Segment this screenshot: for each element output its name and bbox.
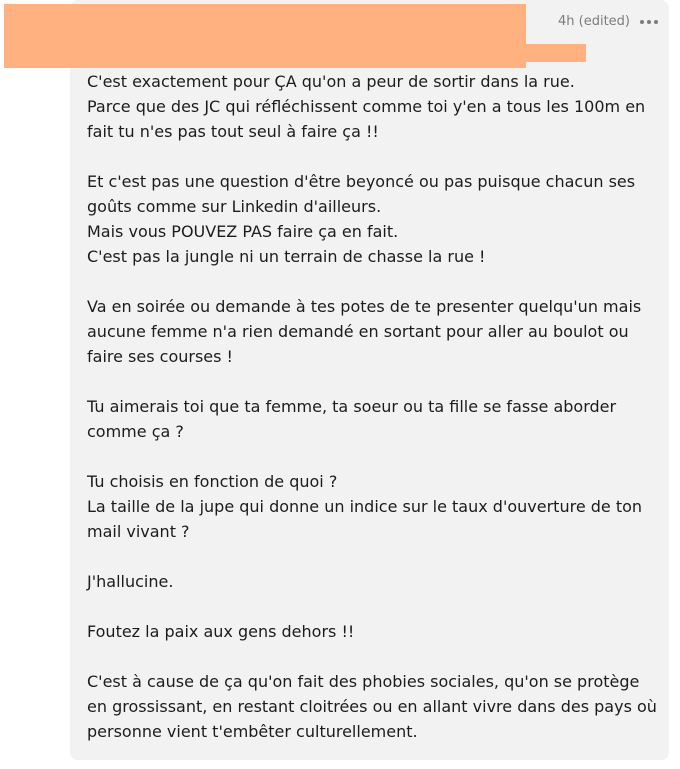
comment-body (87, 69, 657, 769)
comment-paragraph: Va en soirée ou demande à tes potes de te presenter quelqu'un mais aucune femme n'a rien demandé en sortant pour aller au boulot ou faire ses courses ! (87, 297, 642, 366)
more-dot (640, 20, 644, 24)
more-dot (647, 20, 651, 24)
comment-paragraph: Tu choisis en fonction de quoi ? La taille de la jupe qui donne un indice sur le taux d'ouverture de ton mail vivant ? (87, 472, 643, 541)
comment-paragraph: C'est à cause de ça qu'on fait des phobies sociales, qu'on se protège en grossissant, en restant cloitrées ou en allant vivre dans des pays où personne vient t'embêter culturellement. (87, 672, 657, 741)
comment-paragraph: C'est exactement pour ÇA qu'on a peur de sortir dans la rue. Parce que des JC qui réfléchissent comme toi y'en a tous les 100m en fait tu n'es pas tout seul à faire ça !! (87, 72, 646, 141)
more-dots-icon[interactable] (638, 18, 660, 26)
comment-paragraph: Tu aimerais toi que ta femme, ta soeur ou ta fille se fasse aborder comme ça ? (87, 397, 617, 441)
comment-paragraph: Foutez la paix aux gens dehors !! (87, 622, 355, 641)
comment-timestamp: 4h (edited) (558, 14, 630, 29)
redacted-author-block-tail (526, 44, 586, 62)
comment-paragraph: Et c'est pas une question d'être beyoncé ou pas puisque chacun ses goûts comme sur Linkedin d'ailleurs. Mais vous POUVEZ PAS faire ça en fait. C'est pas la jungle ni un terrain de chasse la rue ! (87, 172, 636, 266)
redacted-author-block (4, 4, 526, 68)
more-dot (654, 20, 658, 24)
comment-paragraph: J'hallucine. (87, 572, 174, 591)
comment-meta (558, 14, 660, 29)
